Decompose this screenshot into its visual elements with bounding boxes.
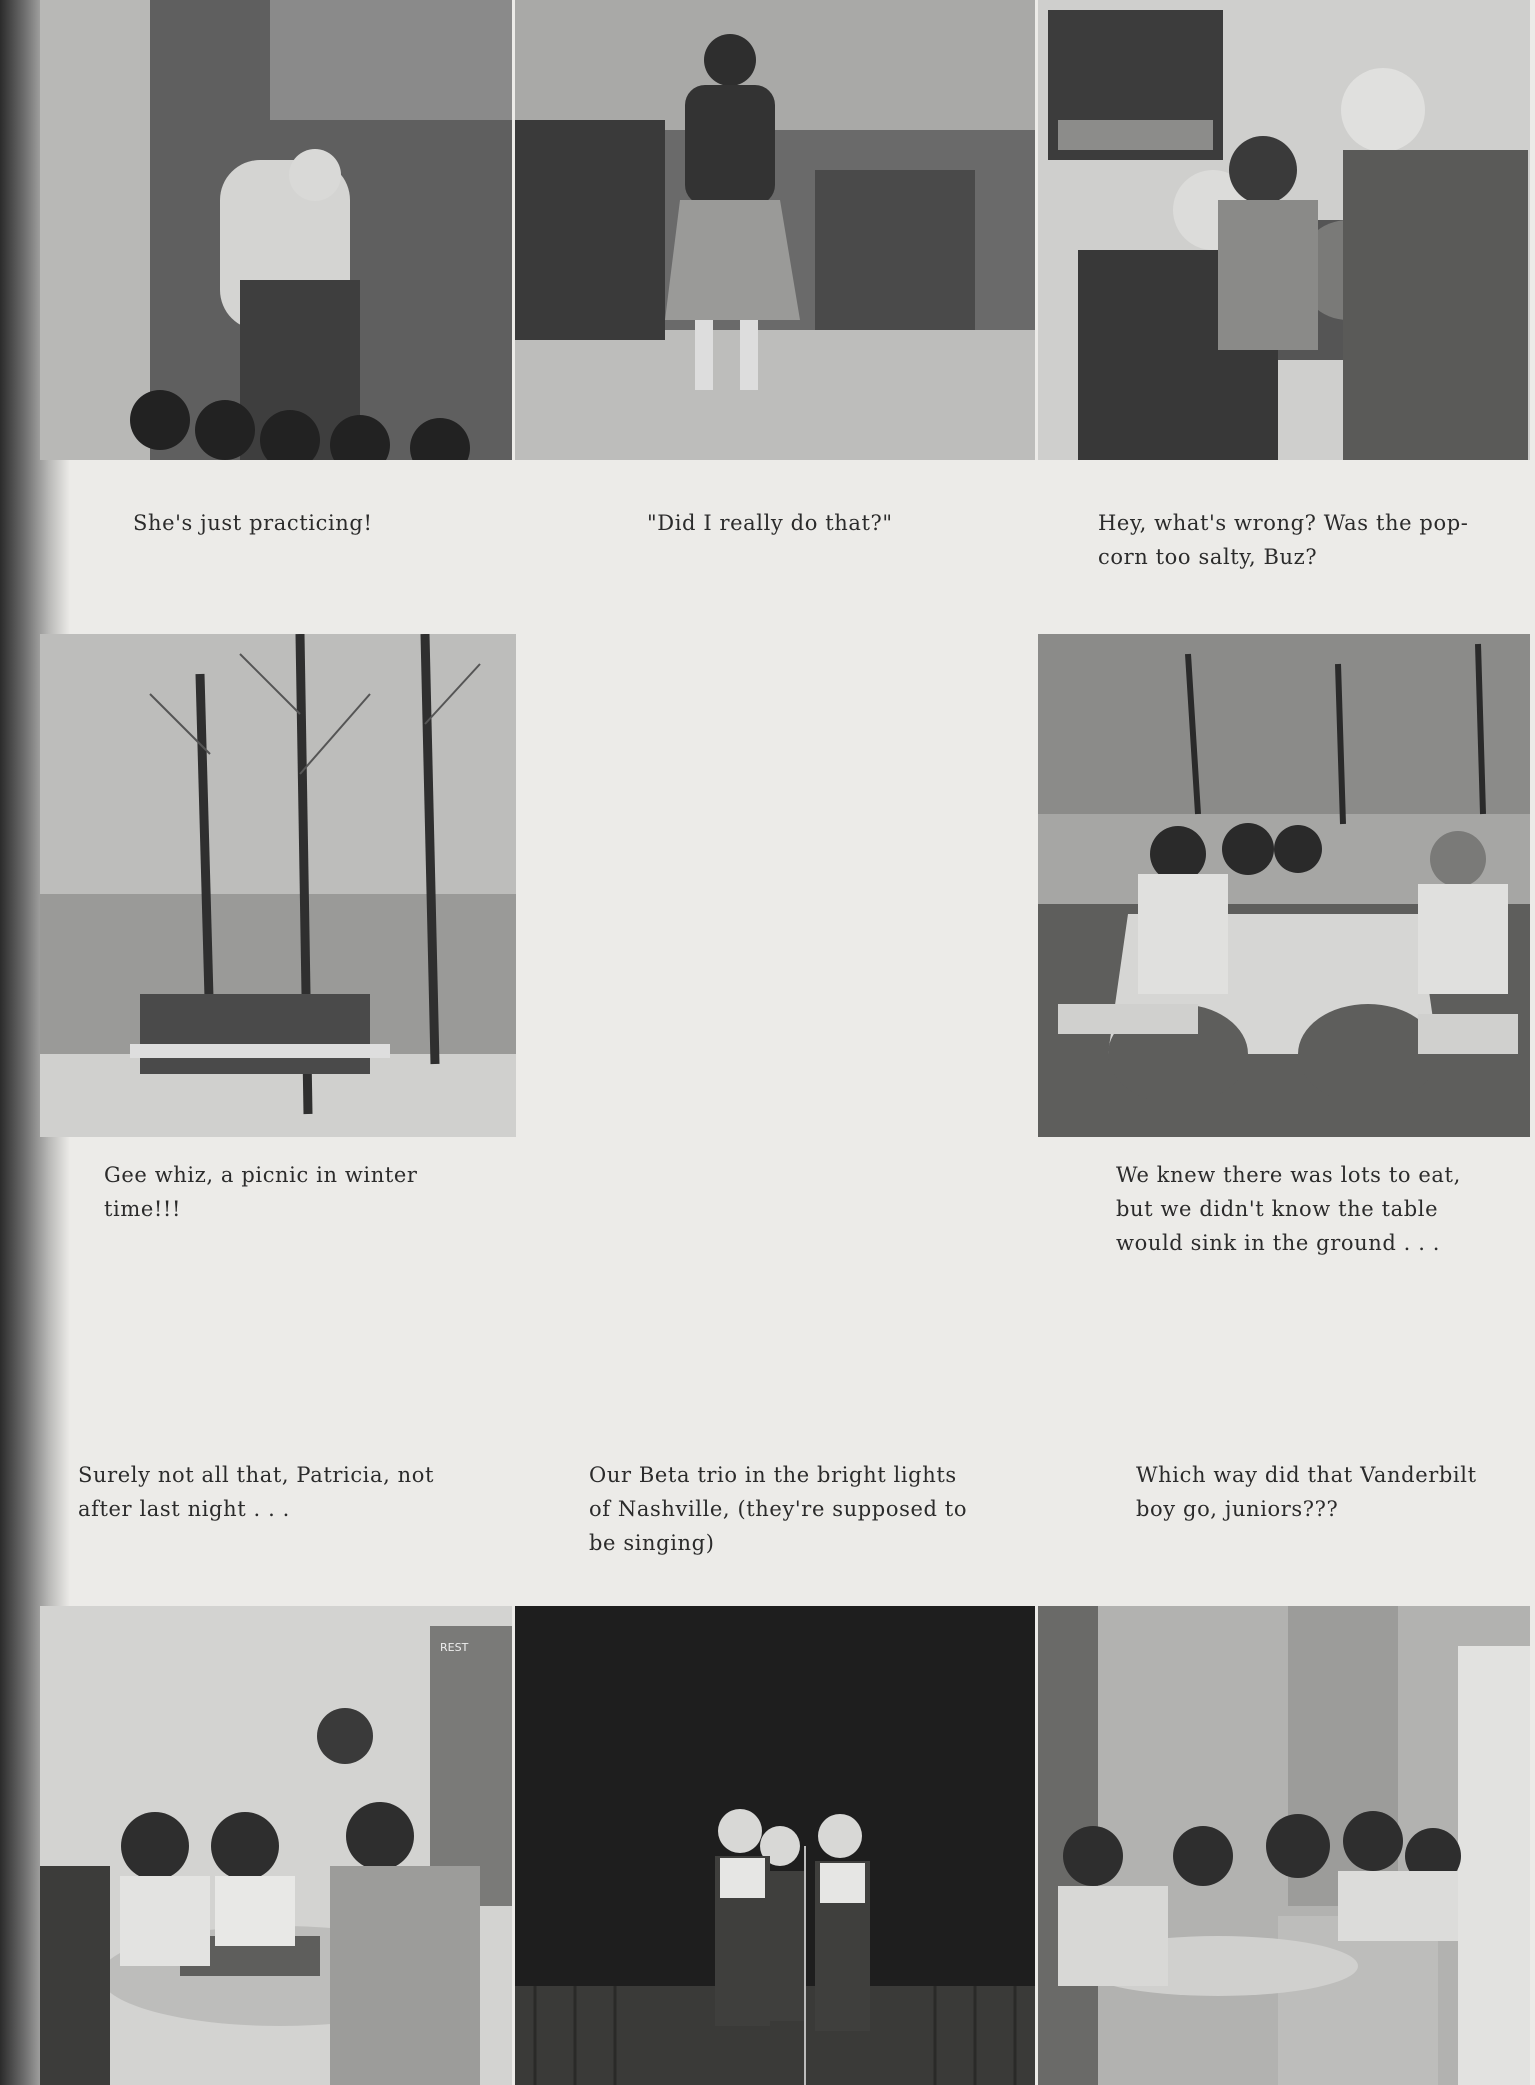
photo-vanderbilt-juniors xyxy=(1038,1606,1530,2085)
caption-popcorn: Hey, what's wrong? Was the pop- corn too salty, Buz? xyxy=(1098,511,1469,569)
caption-vanderbilt: Which way did that Vanderbilt boy go, juniors??? xyxy=(1136,1463,1477,1521)
caption-did-i-do-that: "Did I really do that?" xyxy=(647,511,893,535)
caption-patricia: Surely not all that, Patricia, not after last night . . . xyxy=(78,1463,435,1521)
rest-sign-label: REST xyxy=(440,1641,469,1654)
photo-restaurant-table xyxy=(40,1606,512,2085)
caption-beta-trio: Our Beta trio in the bright lights of Nashville, (they're supposed to be singing) xyxy=(589,1463,968,1555)
photo-bowling-alley-girl xyxy=(515,0,1035,460)
caption-winter-picnic: Gee whiz, a picnic in winter time!!! xyxy=(104,1163,418,1221)
photo-winter-picnic-woods xyxy=(40,634,516,1137)
photo-picnic-table xyxy=(1038,634,1530,1137)
photo-popcorn-machine xyxy=(1038,0,1530,460)
caption-table-sink: We knew there was lots to eat, but we didn't know the table would sink in the ground . . . xyxy=(1116,1163,1461,1255)
photo-bowling-woman xyxy=(40,0,512,460)
photo-beta-trio-stage xyxy=(515,1606,1035,2085)
caption-bowling-practice: She's just practicing! xyxy=(133,511,373,535)
